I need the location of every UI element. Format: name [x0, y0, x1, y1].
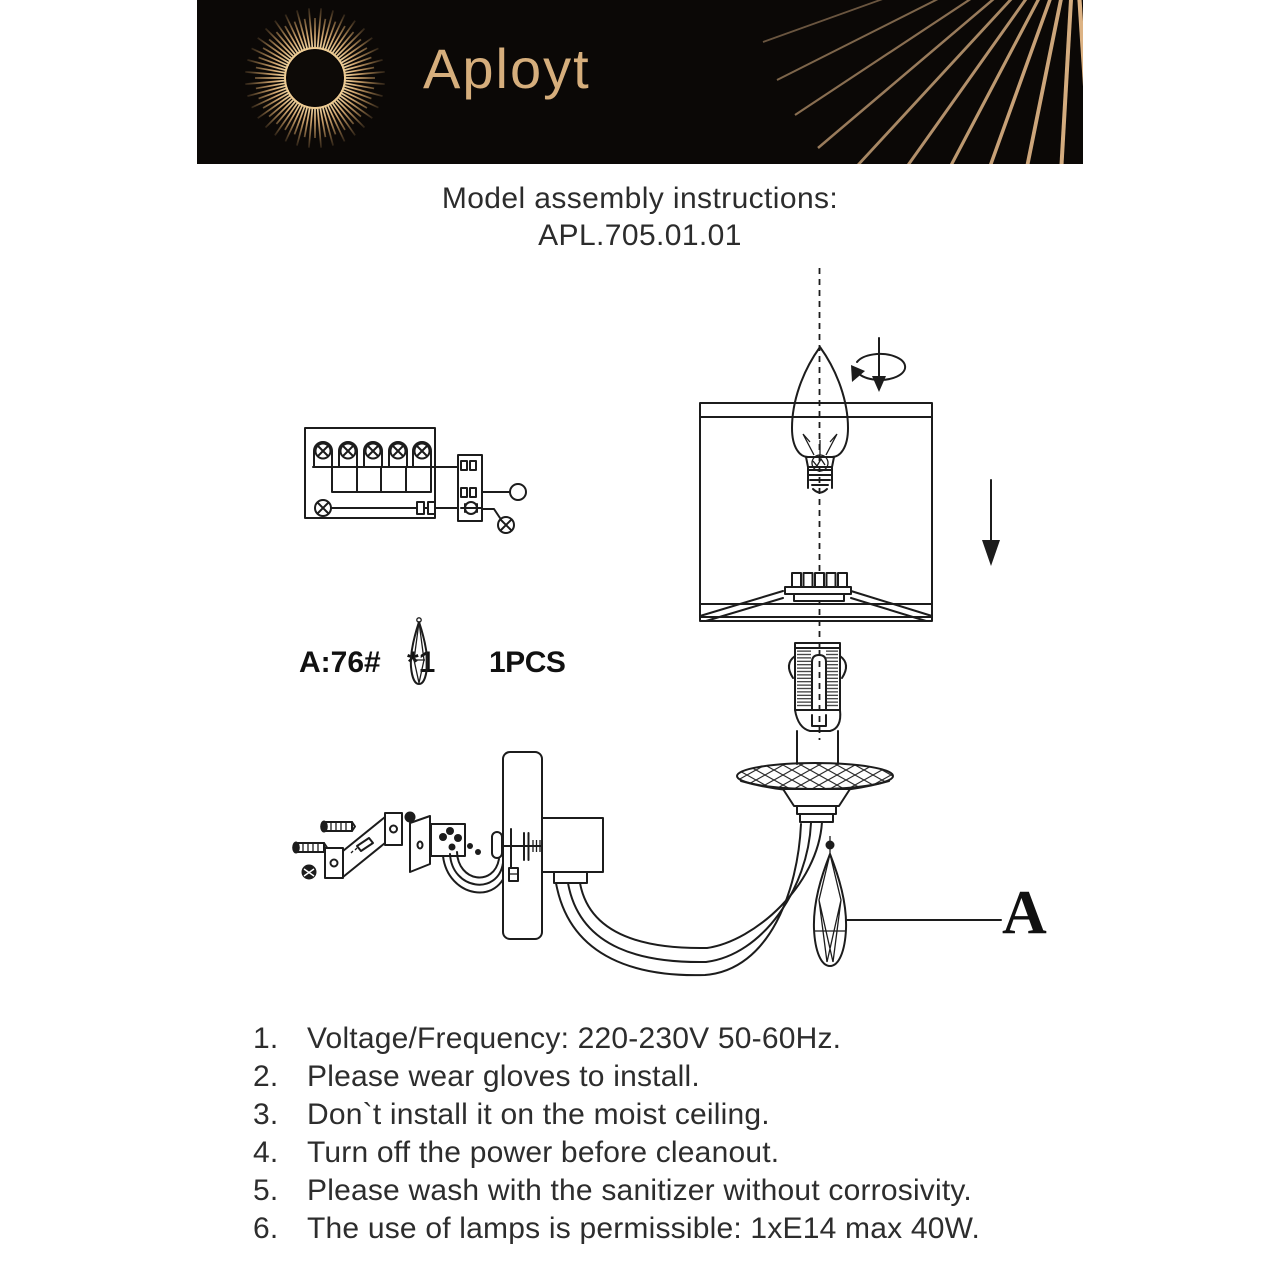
item-text: Please wear gloves to install. [307, 1060, 700, 1093]
part-pieces-label: 1PCS [489, 646, 566, 679]
crystal-drop-icon [411, 618, 427, 684]
instruction-item [253, 1060, 1093, 1098]
crystal-part-label: A [1002, 879, 1047, 947]
lamp-socket [789, 643, 846, 764]
mounting-plate [410, 816, 430, 872]
crystal-bobeche [737, 763, 893, 792]
instructions-list [253, 1022, 1093, 1250]
part-code-label: A:76# [299, 646, 381, 679]
candle-cup [783, 789, 850, 822]
item-number: 6. [253, 1212, 279, 1245]
wiring-schematic [305, 428, 526, 533]
down-arrow-icon [982, 480, 1000, 566]
item-text: Turn off the power before cleanout. [307, 1136, 780, 1169]
lamp-symbols-row [314, 442, 431, 467]
sconce-assembly [556, 268, 1001, 975]
mounting-screw [320, 821, 355, 833]
part-quantity-marker: *1 [407, 646, 436, 679]
instruction-item [253, 1098, 1093, 1136]
standoff [492, 832, 502, 858]
wire-connector [509, 868, 518, 881]
rotation-arrow-icon [851, 338, 905, 392]
title-line: Model assembly instructions: [441, 182, 839, 215]
instruction-item [253, 1174, 1093, 1212]
instruction-item [253, 1212, 1093, 1250]
model-number: APL.705.01.01 [538, 219, 742, 252]
item-text: Voltage/Frequency: 220-230V 50-60Hz. [307, 1022, 842, 1055]
screw-head [302, 865, 317, 880]
crystal-drop [814, 836, 846, 966]
item-number: 2. [253, 1060, 279, 1093]
bottom-right-lamp-symbol [482, 509, 514, 533]
item-number: 1. [253, 1022, 279, 1055]
item-text: Don`t install it on the moist ceiling. [307, 1098, 770, 1131]
brand-name: Aployt [423, 37, 591, 100]
lampshade [700, 403, 932, 621]
item-text: Please wash with the sanitizer without corrosivity. [307, 1174, 972, 1207]
schematic-terminal-block [458, 455, 482, 521]
instruction-item [253, 1136, 1093, 1174]
shade-fitting [785, 573, 851, 601]
mounting-screw [292, 842, 327, 854]
item-number: 4. [253, 1136, 279, 1169]
item-number: 5. [253, 1174, 279, 1207]
terminal-block [431, 824, 465, 856]
wall-mount-exploded-view [292, 752, 603, 939]
junction-box [542, 818, 603, 883]
switch-symbol [510, 484, 526, 500]
item-text: The use of lamps is permissible: 1xE14 max 40W. [307, 1212, 981, 1245]
item-number: 3. [253, 1098, 279, 1131]
bottom-lamp-symbol [315, 500, 458, 516]
instruction-item [253, 1022, 1093, 1060]
